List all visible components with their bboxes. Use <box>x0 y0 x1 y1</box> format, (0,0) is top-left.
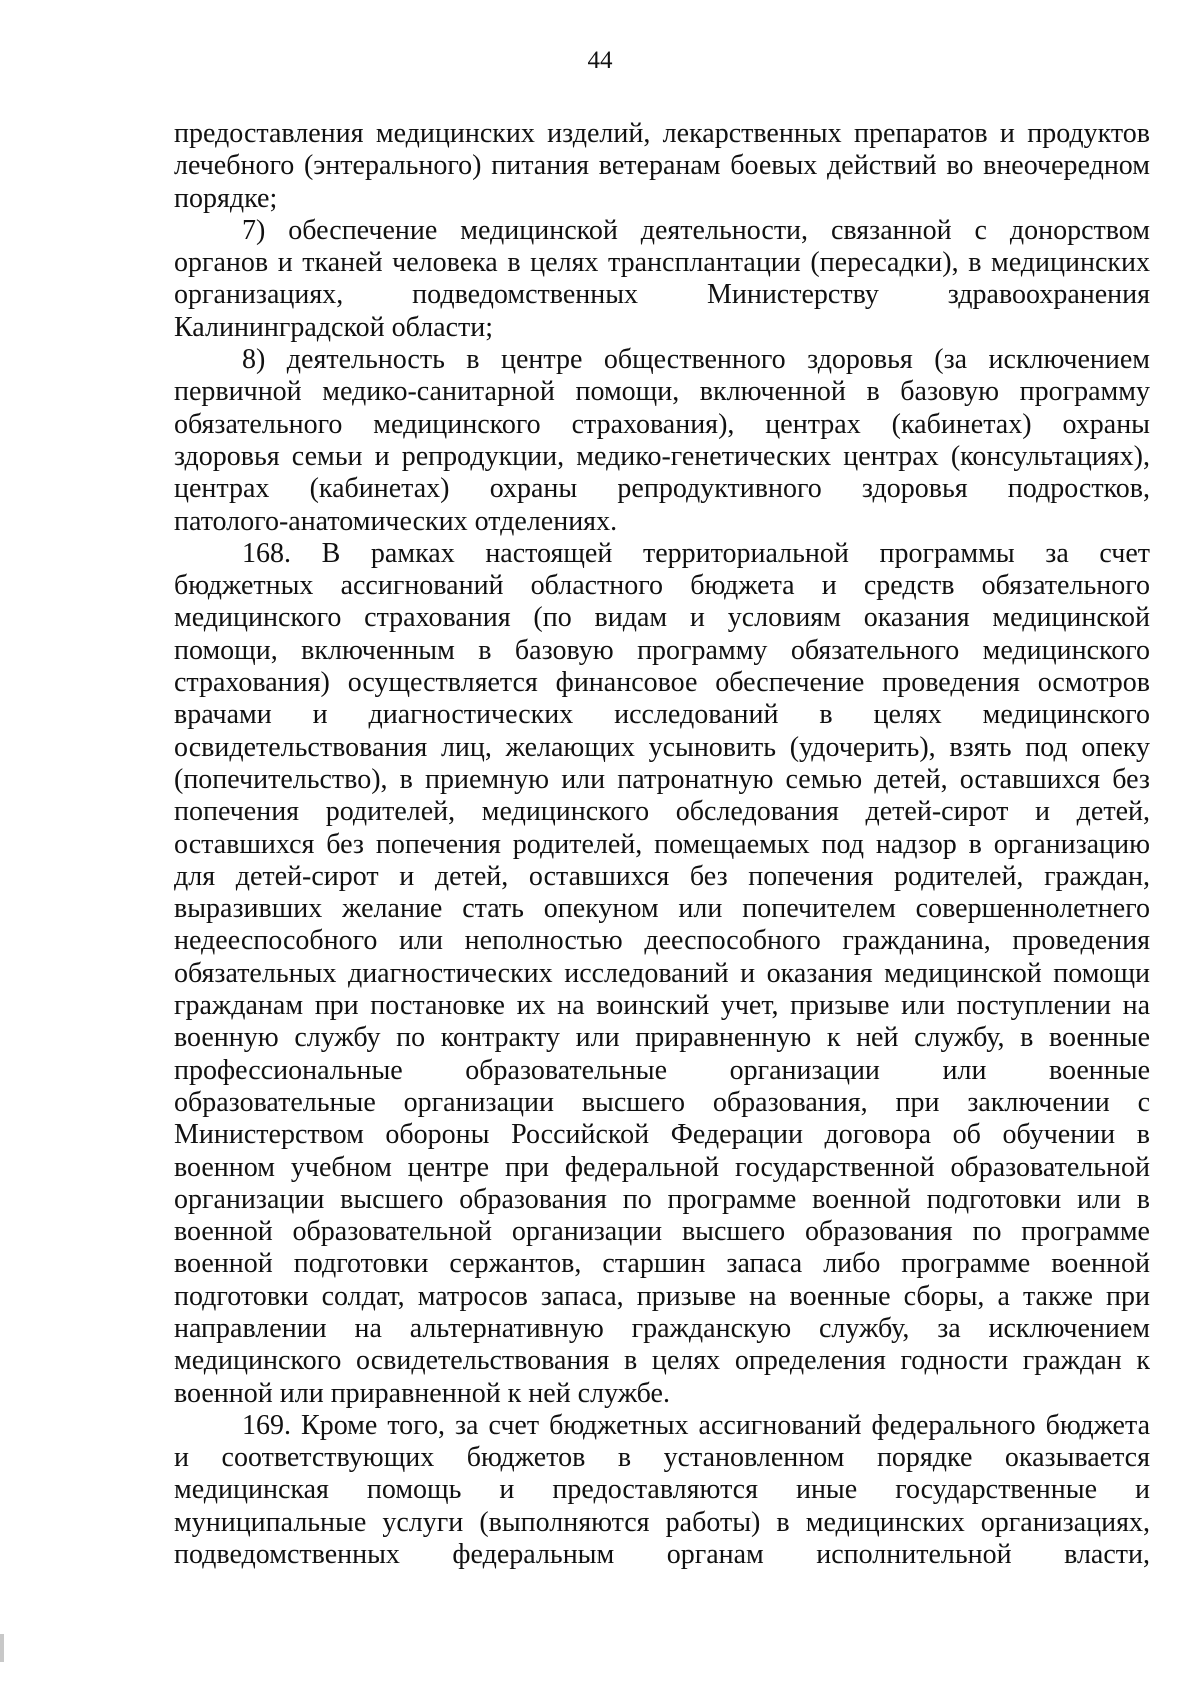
document-body <box>174 118 1150 1571</box>
text-line: военной или приравненной к ней службе. <box>174 1377 670 1409</box>
text-line: организациях, подведомственных Министерству здравоохранения <box>174 279 1150 311</box>
text-line: медицинского освидетельствования в целях определения годности граждан к <box>174 1345 1150 1377</box>
text-line: и соответствующих бюджетов в установленном порядке оказывается <box>174 1442 1150 1474</box>
page-number: 44 <box>587 47 613 74</box>
text-line: патолого-анатомических отделениях. <box>174 505 618 537</box>
text-line: попечения родителей, медицинского обследования детей-сирот и детей, <box>174 796 1150 828</box>
text-line: обязательного медицинского страхования), центрах (кабинетах) охраны <box>174 408 1150 440</box>
text-line: освидетельствования лиц, желающих усыновить (удочерить), взять под опеку <box>174 731 1150 763</box>
text-line: 7) обеспечение медицинской деятельности, связанной с донорством <box>242 214 1150 246</box>
text-line: профессиональные образовательные организации или военные <box>174 1054 1150 1086</box>
text-line: недееспособного или неполностью дееспособного гражданина, проведения <box>174 925 1150 957</box>
text-line: обязательных диагностических исследований и оказания медицинской помощи <box>174 957 1150 989</box>
text-line: бюджетных ассигнований областного бюджета и средств обязательного <box>174 570 1150 602</box>
text-line: предоставления медицинских изделий, лекарственных препаратов и продуктов <box>174 118 1150 149</box>
text-line: военной образовательной организации высшего образования по программе <box>174 1216 1150 1248</box>
text-line: центрах (кабинетах) охраны репродуктивного здоровья подростков, <box>174 473 1150 505</box>
text-line: органов и тканей человека в целях трансплантации (пересадки), в медицинских <box>174 247 1150 279</box>
text-line: врачами и диагностических исследований в целях медицинского <box>174 699 1150 731</box>
scan-edge-mark <box>0 1634 4 1662</box>
text-line: оставшихся без попечения родителей, помещаемых под надзор в организацию <box>174 828 1150 860</box>
text-line: военную службу по контракту или приравненную к ней службу, в военные <box>174 1022 1150 1054</box>
text-line: 169. Кроме того, за счет бюджетных ассигнований федерального бюджета <box>242 1409 1150 1441</box>
text-line: направлении на альтернативную гражданскую службу, за исключением <box>174 1312 1150 1344</box>
text-line: первичной медико-санитарной помощи, включенной в базовую программу <box>174 376 1150 408</box>
text-line: 8) деятельность в центре общественного здоровья (за исключением <box>242 344 1150 376</box>
text-line: порядке; <box>174 182 278 214</box>
text-line: лечебного (энтерального) питания ветеранам боевых действий во внеочередном <box>174 150 1150 182</box>
text-line: Министерством обороны Российской Федерации договора об обучении в <box>174 1119 1150 1151</box>
text-line: военном учебном центре при федеральной государственной образовательной <box>174 1151 1150 1183</box>
text-line: Калининградской области; <box>174 311 494 343</box>
text-line: организации высшего образования по программе военной подготовки или в <box>174 1183 1150 1215</box>
text-line: медицинская помощь и предоставляются иные государственные и <box>174 1474 1150 1506</box>
text-line: муниципальные услуги (выполняются работы) в медицинских организациях, <box>174 1506 1150 1538</box>
text-line: (попечительство), в приемную или патронатную семью детей, оставшихся без <box>174 763 1150 795</box>
text-line: помощи, включенным в базовую программу обязательного медицинского <box>174 634 1150 666</box>
text-line: военной подготовки сержантов, старшин запаса либо программе военной <box>174 1248 1150 1280</box>
text-line: гражданам при постановке их на воинский учет, призыве или поступлении на <box>174 990 1150 1022</box>
text-line: подготовки солдат, матросов запаса, призыве на военные сборы, а также при <box>174 1280 1150 1312</box>
text-line: подведомственных федеральным органам исполнительной власти, <box>174 1539 1150 1571</box>
text-line: 168. В рамках настоящей территориальной программы за счет <box>242 537 1150 569</box>
text-line: медицинского страхования (по видам и условиям оказания медицинской <box>174 602 1150 634</box>
text-line: для детей-сирот и детей, оставшихся без попечения родителей, граждан, <box>174 860 1150 892</box>
text-line: образовательные организации высшего образования, при заключении с <box>174 1086 1150 1118</box>
text-line: выразивших желание стать опекуном или попечителем совершеннолетнего <box>174 893 1150 925</box>
text-line: здоровья семьи и репродукции, медико-генетических центрах (консультациях), <box>174 440 1150 472</box>
text-line: страхования) осуществляется финансовое обеспечение проведения осмотров <box>174 667 1150 699</box>
